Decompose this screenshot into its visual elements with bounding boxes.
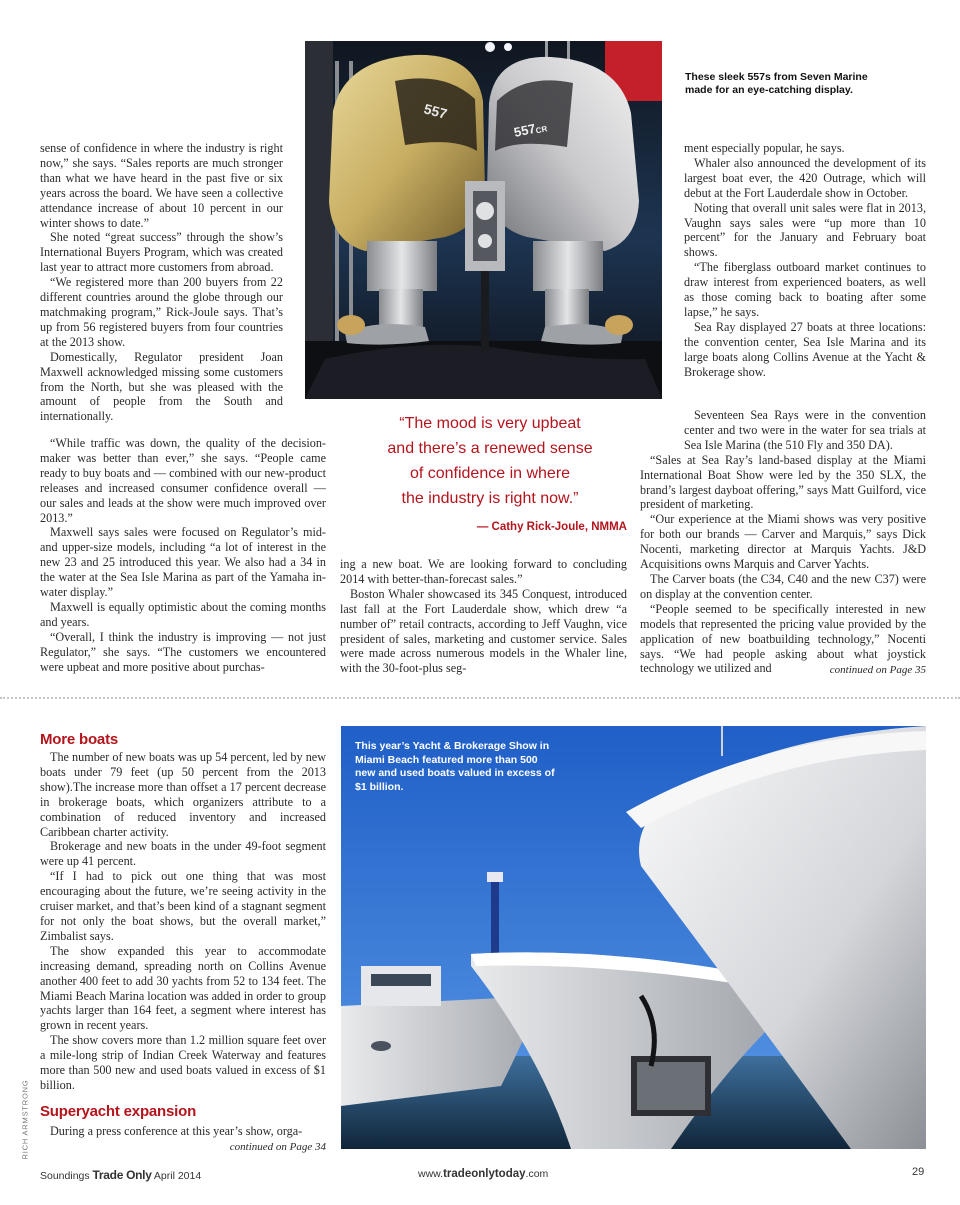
paragraph: “If I had to pick out one thing that was most encouraging about the future, we’re seeing activity in the cruiser market, and that’s been kind of a stagnant segment for not only the boat shows, but the overall market,” Zimbalist says.	[40, 869, 326, 943]
paragraph: Whaler also announced the development of its largest boat ever, the 420 Outrage, which will debut at the Fort Lauderdale show in October.	[684, 155, 926, 200]
paragraph: The number of new boats was up 54 percent, led by new boats under 79 feet (up 50 percent from the 2013 show).The increase more than offset a 17 percent decrease in brokerage boats, which organizers attribute to a combination of reduced inventory and increased Caribbean charter activity.	[40, 750, 326, 839]
page-number: 29	[912, 1166, 925, 1178]
pull-quote-line: and there’s a renewed sense	[387, 440, 593, 457]
heading-more-boats: More boats	[40, 731, 119, 748]
paragraph: “Our experience at the Miami shows was very positive for both our brands — Carver and Marquis,” says Dick Nocenti, marketing director at Marquis Yachts. J&D Acquisitions owns Marquis and Carver Yachts.	[640, 512, 926, 572]
paragraph: She noted “great success” through the show’s International Buyers Program, which was created last year to attract more customers from abroad.	[40, 230, 283, 275]
issue-date: April 2014	[153, 1170, 202, 1182]
right-engine-badge: 557CR	[512, 120, 549, 140]
article-column-left-wide	[40, 436, 326, 675]
paragraph: ment especially popular, he says.	[684, 141, 845, 155]
engines-illustration	[305, 41, 662, 399]
left-engine-badge: 557	[422, 100, 449, 122]
paragraph: During a press conference at this year’s show, orga-	[50, 1124, 303, 1138]
article-column-middle	[340, 557, 627, 676]
paragraph: “Overall, I think the industry is improving — not just Regulator,” she says. “The customers we encountered were upbeat and more positive about purchas-	[40, 629, 326, 674]
section-divider	[0, 697, 960, 699]
paragraph: “Sales at Sea Ray’s land-based display at the Miami International Boat Show were led by the 350 SLX, the brand’s largest dayboat offering,” says Matt Guilford, vice president of marketing.	[640, 452, 926, 512]
footer-url[interactable]	[418, 1168, 548, 1180]
pull-quote-line: “The mood is very upbeat	[399, 415, 581, 432]
paragraph: Domestically, Regulator president Joan Maxwell acknowledged missing some customers from the North, but she was pleased with the amount of people from the South and internationally.	[40, 349, 283, 424]
url-suffix: .com	[525, 1168, 549, 1180]
heading-superyacht: Superyacht expansion	[40, 1103, 197, 1120]
engines-photo	[305, 41, 662, 399]
paragraph: The show expanded this year to accommodate increasing demand, spreading north on Collins Avenue another 400 feet to add 30 yachts from 52 to 134 feet. The Miami Beach Marina location was added in order to group yachts larger than 164 feet, a segment where interest has grown in recent years.	[40, 943, 326, 1033]
paragraph: The show covers more than 1.2 million square feet over a mile-long strip of Indian Creek Waterway and features more than 500 new and used boats valued in excess of $1 billion.	[40, 1033, 326, 1092]
paragraph: “We registered more than 200 buyers from 22 different countries around the globe through our matchmaking program,” Rick-Joule says. That’s up from 56 registered buyers from four countries at the 2013 show.	[40, 275, 283, 349]
paragraph: “People seemed to be specifically interested in new models that represented the pricing value provided by the application of new boatbuilding technology,” Nocenti says. “We had people asking about what joystick technology we utilized and	[640, 601, 926, 676]
top-photo-caption: These sleek 557s from Seven Marine made for an eye-catching display.	[685, 71, 868, 96]
photo-credit: RICH ARMSTRONG	[20, 1079, 30, 1160]
magazine-name: Soundings	[40, 1170, 90, 1182]
paragraph: ing a new boat. We are looking forward to concluding 2014 with better-than-forecast sales.”	[340, 557, 627, 586]
paragraph: Brokerage and new boats in the under 49-foot segment were up 41 percent.	[40, 839, 326, 869]
paragraph: sense of confidence in where the industry is right now,” she says. “Sales reports are much stronger than what we have heard in the past five or six years across the board. We have seen a collective attendance increase of about 10 percent in our winter shows to date.”	[40, 141, 283, 230]
bottom-photo-caption: This year’s Yacht & Brokerage Show in Miami Beach featured more than 500 new and used boats valued in excess of $1 billion.	[355, 740, 555, 793]
paragraph: Seventeen Sea Rays were in the convention center and two were in the water for sea trials at Sea Isle Marina (the 510 Fly and 350 DA).	[684, 408, 926, 452]
paragraph: Sea Ray displayed 27 boats at three locations: the convention center, Sea Isle Marina and its large boats along Collins Avenue at the Yacht & Brokerage show.	[684, 319, 926, 379]
continued-link-right[interactable]: continued on Page 35	[829, 664, 926, 676]
url-brand: tradeonlytoday	[443, 1168, 526, 1180]
footer-masthead	[40, 1168, 201, 1182]
pull-quote	[340, 411, 640, 511]
paragraph: Maxwell says sales were focused on Regulator’s mid- and upper-size models, including “a lot of interest in the new 23 and 25 introduced this year. We also had a 34 in the water at the Sea Isle Marina as part of the Yamaha in-water display.”	[40, 525, 326, 600]
pull-quote-line: the industry is right now.”	[401, 490, 579, 507]
article-column-left	[40, 141, 283, 424]
paragraph: Maxwell is equally optimistic about the coming months and years.	[40, 599, 326, 629]
paragraph: The Carver boats (the C34, C40 and the new C37) were on display at the convention center.	[640, 571, 926, 601]
continued-link-bottom[interactable]: continued on Page 34	[229, 1141, 326, 1153]
paragraph: “The fiberglass outboard market continues to draw interest from experienced boaters, as well as those coming back to boating after some lapse,” he says.	[684, 260, 926, 319]
paragraph: “While traffic was down, the quality of the decision-maker was better than ever,” she says. “People came ready to buy boats and — combined with our new-product releases and increased consumer confidence overall — our sales and leads at the show were much improved over 2013.”	[40, 436, 326, 525]
pull-quote-line: of confidence in where	[409, 465, 571, 482]
brand-name: Trade Only	[92, 1168, 152, 1182]
pull-quote-attribution: — Cathy Rick-Joule, NMMA	[476, 521, 627, 533]
url-prefix: www.	[418, 1168, 444, 1180]
article-column-bottom	[40, 750, 326, 1093]
paragraph: Boston Whaler showcased its 345 Conquest, introduced last fall at the Fort Lauderdale show, which drew “a number of” retail contracts, according to Jeff Vaughn, vice president of sales, marketing and customer service. Sales were made across numerous models in the Whaler line, with the 30-foot-plus seg-	[340, 586, 627, 676]
article-column-bottom-end	[40, 1124, 326, 1139]
article-column-right	[684, 141, 926, 380]
paragraph: Noting that overall unit sales were flat in 2013, Vaughn says sales were “up more than 10 percent” for the January and February boat shows.	[684, 200, 926, 260]
article-column-right-wide	[640, 408, 926, 676]
